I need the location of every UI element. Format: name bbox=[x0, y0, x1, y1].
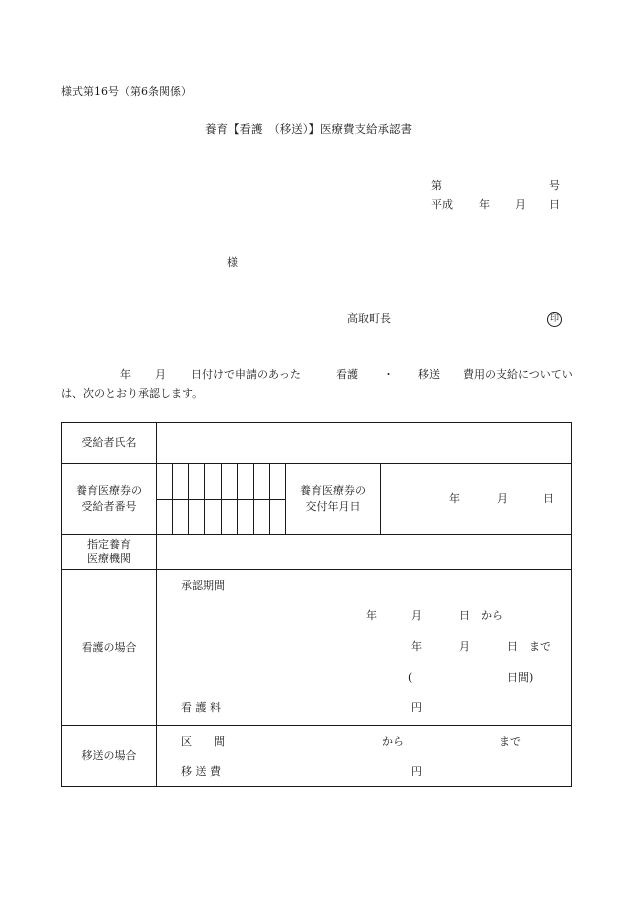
transport-row bbox=[62, 726, 572, 787]
period-to-word: まで bbox=[529, 640, 551, 653]
nursing-fee-label: 看 護 料 bbox=[181, 701, 221, 714]
cert-date-month: 月 bbox=[497, 492, 508, 505]
period-from-word: から bbox=[481, 609, 503, 622]
period-from-day: 日 bbox=[459, 609, 470, 622]
body-transport: 移送 bbox=[418, 368, 440, 381]
cert-date-day: 日 bbox=[543, 492, 554, 505]
approval-period-label: 承認期間 bbox=[181, 579, 225, 592]
cert-number-boxes bbox=[157, 464, 286, 535]
form-number: 様式第16号（第6条関係） bbox=[61, 85, 192, 98]
cert-date-label: 養育医療券の 交付年月日 bbox=[286, 464, 381, 535]
period-to-year: 年 bbox=[411, 640, 422, 653]
institution-value bbox=[157, 535, 572, 570]
transport-from-word: から bbox=[382, 735, 404, 748]
transport-fee-unit: 円 bbox=[411, 765, 422, 778]
body-line2: は、次のとおり承認します。 bbox=[61, 387, 204, 400]
body-month: 月 bbox=[155, 368, 166, 381]
nursing-row bbox=[62, 570, 572, 726]
recipient-name-value bbox=[157, 423, 572, 464]
body-date-phrase: 日付けで申請のあった bbox=[191, 368, 301, 381]
issuer-seal bbox=[547, 312, 562, 327]
transport-label: 移送の場合 bbox=[62, 726, 157, 787]
period-to-day: 日 bbox=[507, 640, 518, 653]
days-open: ( bbox=[408, 671, 413, 684]
body-nursing: 看護 bbox=[336, 368, 358, 381]
doc-number-suffix: 号 bbox=[549, 179, 560, 192]
recipient-honorific: 様 bbox=[227, 256, 238, 269]
transport-section-label: 区 間 bbox=[181, 735, 225, 748]
institution-label: 指定養育 医療機関 bbox=[62, 535, 157, 570]
period-from-year: 年 bbox=[366, 609, 377, 622]
nursing-label: 看護の場合 bbox=[62, 570, 157, 726]
seal-mark: 印 bbox=[547, 312, 562, 327]
transport-details bbox=[157, 726, 572, 787]
approval-table bbox=[61, 422, 572, 787]
cert-date-year: 年 bbox=[449, 492, 460, 505]
body-year: 年 bbox=[120, 368, 131, 381]
transport-fee-label: 移 送 費 bbox=[181, 765, 221, 778]
doc-date-era: 平成 bbox=[431, 198, 453, 211]
transport-to-word: まで bbox=[499, 735, 521, 748]
doc-date-year: 年 bbox=[479, 198, 490, 211]
recipient-name-label: 受給者氏名 bbox=[62, 423, 157, 464]
nursing-fee-unit: 円 bbox=[411, 701, 422, 714]
document-title: 養育【看護 （移送）】医療費支給承認書 bbox=[205, 122, 412, 136]
period-from-month: 月 bbox=[411, 609, 422, 622]
days-close: 日間) bbox=[507, 671, 534, 684]
doc-number-prefix: 第 bbox=[431, 179, 442, 192]
period-to-month: 月 bbox=[459, 640, 470, 653]
cert-number-bottom-row bbox=[157, 500, 285, 534]
certificate-row bbox=[62, 464, 572, 535]
recipient-name-row bbox=[62, 423, 572, 464]
body-rest-line1: 費用の支給についてい bbox=[463, 368, 573, 381]
cert-number-label: 養育医療券の 受給者番号 bbox=[62, 464, 157, 535]
issuer-title: 高取町長 bbox=[347, 312, 391, 325]
cert-date-value bbox=[381, 464, 572, 535]
body-dot: ・ bbox=[383, 368, 394, 381]
institution-row bbox=[62, 535, 572, 570]
cert-number-top-row bbox=[157, 464, 285, 500]
doc-date-month: 月 bbox=[515, 198, 526, 211]
nursing-details bbox=[157, 570, 572, 726]
doc-date-day: 日 bbox=[549, 198, 560, 211]
